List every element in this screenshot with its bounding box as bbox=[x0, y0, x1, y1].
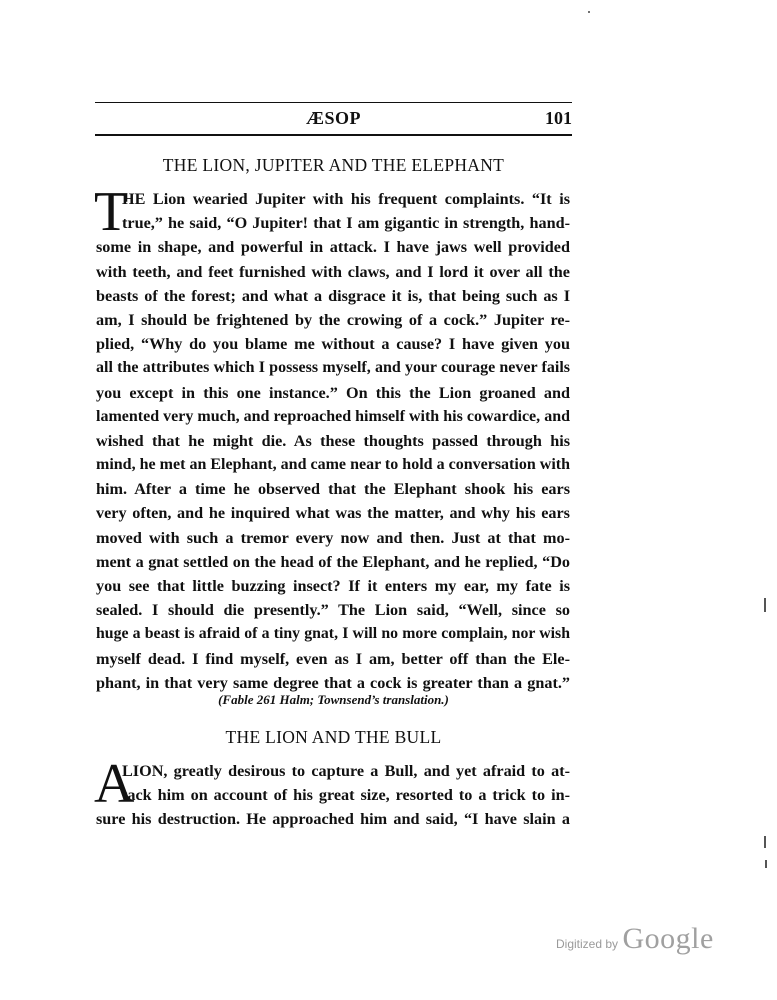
header-rule-bottom bbox=[95, 134, 572, 136]
running-title: ÆSOP bbox=[305, 108, 361, 128]
citation: (Fable 261 Halm; Townsend’s translation.) bbox=[218, 692, 449, 707]
fable-title: THE LION, JUPITER AND THE ELEPHANT bbox=[162, 155, 505, 175]
text-line: LION, greatly desirous to capture a Bull, and yet afraid to at- bbox=[122, 762, 570, 780]
text-line: myself dead. I find myself, even as I am, better off than the Ele- bbox=[96, 649, 570, 668]
drop-cap: T bbox=[94, 181, 129, 243]
text-line: plied, “Why do you blame me without a cause? I have given you bbox=[96, 335, 570, 354]
text-line: you see that little buzzing insect? If it enters my ear, my fate is bbox=[96, 577, 570, 595]
text-line: very often, and he inquired what was the matter, and why his ears bbox=[96, 504, 570, 523]
text-line: HE Lion wearied Jupiter with his frequent complaints. “It is bbox=[122, 190, 570, 208]
header-rule-top bbox=[95, 102, 572, 103]
text-line: lamented very much, and reproached himself with his cowardice, and bbox=[96, 407, 570, 425]
drop-cap: A bbox=[94, 753, 135, 815]
watermark-prefix: Digitized by bbox=[556, 937, 619, 951]
fable-body bbox=[94, 181, 570, 695]
text-line: him. After a time he observed that the Elephant shook his ears bbox=[96, 480, 570, 499]
scan-edge-mark bbox=[765, 860, 767, 868]
text-line: some in shape, and powerful in attack. I have jaws well provided bbox=[96, 238, 570, 257]
text-line: ment a gnat settled on the head of the Elephant, and he replied, “Do bbox=[96, 552, 570, 571]
google-logo: Google bbox=[622, 922, 714, 955]
scan-edge-mark bbox=[764, 598, 766, 612]
text-line: huge a beast is afraid of a tiny gnat, I will no more complain, nor wish bbox=[96, 625, 570, 643]
scan-speck bbox=[588, 11, 590, 13]
text-line: sealed. I should die presently.” The Lion said, “Well, since so bbox=[96, 601, 570, 620]
running-head bbox=[95, 108, 572, 132]
text-line: all the attributes which I possess myself, and your courage never fails bbox=[96, 359, 570, 377]
text-line: phant, in that very same degree that a cock is greater than a gnat.” bbox=[96, 673, 570, 692]
text-line: true,” he said, “O Jupiter! that I am gigantic in strength, hand- bbox=[122, 214, 570, 233]
text-line: with teeth, and feet furnished with claws, and I lord it over all the bbox=[96, 262, 570, 281]
scan-edge-mark bbox=[764, 836, 766, 848]
google-watermark bbox=[556, 922, 714, 958]
text-line: you except in this one instance.” On this the Lion groaned and bbox=[96, 383, 570, 402]
text-line: tack him on account of his great size, resorted to a trick to in- bbox=[122, 786, 570, 805]
text-line: mind, he met an Elephant, and came near to hold a conversation with bbox=[96, 456, 570, 474]
text-line: sure his destruction. He approached him and said, “I have slain a bbox=[96, 810, 570, 829]
fable-body bbox=[94, 753, 570, 832]
text-line: wished that he might die. As these thoughts passed through his bbox=[96, 431, 570, 450]
text-line: am, I should be frightened by the crowing of a cock.” Jupiter re- bbox=[96, 310, 570, 329]
text-line: beasts of the forest; and what a disgrace it is, that being such as I bbox=[96, 286, 570, 305]
page-number: 101 bbox=[545, 108, 572, 128]
fable-title: THE LION AND THE BULL bbox=[225, 727, 442, 747]
text-line: moved with such a tremor every now and then. Just at that mo- bbox=[96, 528, 570, 547]
